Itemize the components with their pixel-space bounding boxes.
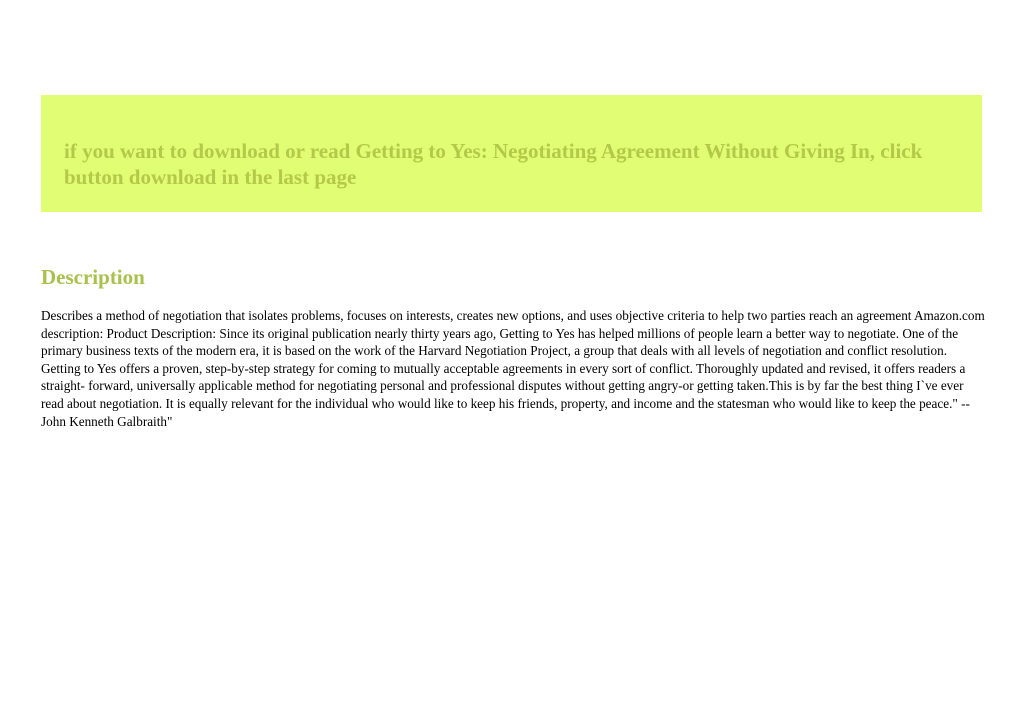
description-heading: Description (41, 265, 145, 289)
description-body: Describes a method of negotiation that isolates problems, focuses on interests, creates new options, and uses objective criteria to help two parties reach an agreement Amazon.com description: Product Description: Since its original publication nearly thirty years ago, Getting to Yes has helped millions of people learn a better way to negotiate. One of the primary business texts of the modern era, it is based on the work of the Harvard Negotiation Project, a group that deals with all levels of negotiation and conflict resolution. Getting to Yes offers a proven, step-by-step strategy for coming to mutually acceptable agreements in every sort of conflict. Thoroughly updated and revised, it offers readers a straight- forward, universally applicable method for negotiating personal and professional disputes without getting angry-or getting taken.This is by far the best thing I`ve ever read about negotiation. It is equally relevant for the individual who would like to keep his friends, property, and income and the statesman who would like to keep the peace." --John Kenneth Galbraith" (41, 308, 985, 429)
download-banner-text: if you want to download or read Getting to Yes: Negotiating Agreement Without Giving In, click button download in the last page (64, 139, 923, 189)
download-banner (41, 95, 982, 212)
